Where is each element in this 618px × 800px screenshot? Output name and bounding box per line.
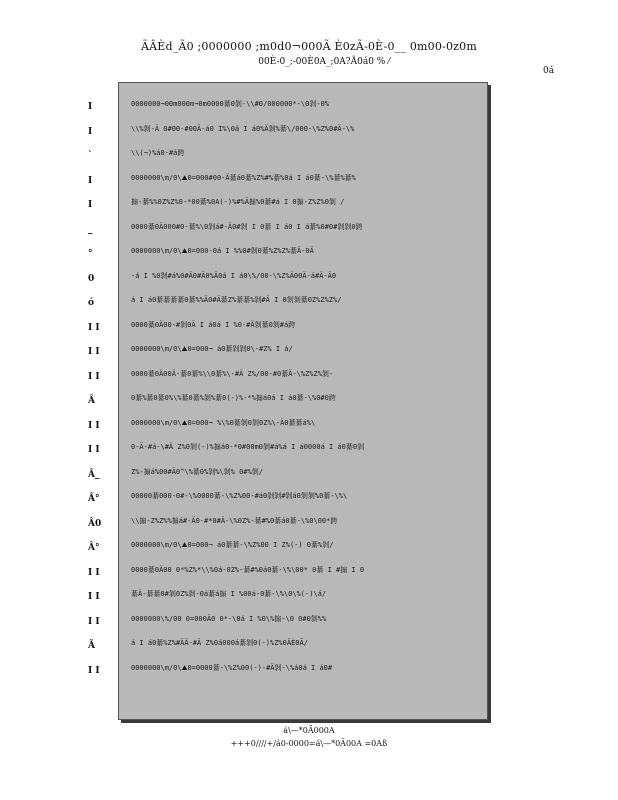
- text-line: 0-Ä-#á-\#Ä Z%0剝(-)%搧á0-*0#00m0剝#á%á I á0000á I á0綦0剝: [131, 443, 365, 451]
- text-line: 0000000\m/0\⛰0=000¬ á0綦剝剝0\-#Z% I á/: [131, 345, 293, 353]
- line-marker: Â0: [88, 518, 102, 529]
- text-line: 0000000\m/0\⛰0=000#00-Ä綦á0綦%Z%#%綦%0á I á0綦-\%綦%綦%: [131, 173, 356, 182]
- line-marker: I I: [88, 665, 100, 676]
- text-line: 綦Ä-綦綦0#剝0Z%剝-0á綦á搧 I %00á-0綦-\%\0\%(-)\á/: [131, 590, 327, 598]
- text-line: 0000000¬00m000m¬0m0000綦0剝-\\#0/000000*-\0剝-0%: [131, 100, 330, 108]
- line-marker: Ã: [88, 641, 95, 651]
- line-marker: Â_: [88, 469, 100, 480]
- line-marker: I: [88, 126, 93, 137]
- text-line: 0000綦0Ä000#0-綦%\0剝á#-Ä0#剝 I 0綦 I á0 I á綦%0#0#剝剝0跨: [131, 222, 363, 231]
- line-marker: I I: [88, 592, 100, 602]
- document-subtitle: 00È-0_;-00È0A_;0A?Ã0á0 % ⁄: [258, 57, 390, 67]
- line-marker: °: [88, 249, 93, 259]
- text-line: 0000綦0Ä00Ä-綦0綦%\\0綦%\-#Ä Z%/00-#0綦Ä-\%Z%Z%剝-: [131, 369, 334, 378]
- line-marker: I I: [88, 445, 100, 455]
- page-mark: 0á: [543, 66, 555, 76]
- footer-line: +++0////+/á0-0000=á\—*0Ã00A =0Aß: [230, 739, 388, 748]
- line-marker: I: [88, 102, 93, 112]
- line-marker: I: [88, 200, 93, 210]
- line-marker: I I: [88, 322, 100, 333]
- text-line: \\%剝-Ä 0#00-#00Ä-á0 I%\0á I á0%Ä剝%綦\/000-\%Z%0#Ä-\%: [131, 124, 355, 133]
- text-line: 00000綦000-0#-\%0000綦-\%Z%00-#á0剝剝#剝á0剝剝%0綦-\%\: [131, 492, 348, 500]
- line-marker: Â°: [88, 494, 100, 504]
- page-header: [0, 40, 618, 67]
- content-box: [118, 82, 488, 720]
- line-marker: _: [88, 224, 93, 235]
- line-marker: I I: [88, 420, 100, 431]
- text-line: \\搧-Z%Z%%搧á#-Ä0-#*0#Ä-\%0Z%-綦#%0綦á0綦-\%0\00*跨: [131, 516, 338, 525]
- line-marker: Â: [88, 396, 95, 406]
- page-footer: [0, 726, 618, 748]
- text-line: \\(¬)%á0-#á跨: [131, 149, 185, 157]
- line-marker: I: [88, 175, 93, 186]
- text-line: 0綦%綦0綦0%\%綦0綦%剝%綦0(-)%-*%搧á0á I á0綦-\%0#0跨: [131, 394, 336, 402]
- text-line: -á I %0剝#á%0#Ä0#Ä0%Ä0á I á0\%/00-\%Z%Ä00Ä-á#Ä-Ä0: [131, 271, 337, 280]
- text-line: 0000綦0Ä00 0*%Z%*\\%0á-0Z%-綦#%0á0綦-\%\00* 0綦 I #搧 I 0: [131, 565, 365, 574]
- text-line: 0000000\m/0\⛰0=000-0á I %%0#剝0綦%Z%Z%綦Ä-0Ä: [131, 247, 314, 255]
- text-line: á I á0綦綦綦綦0綦%%Ä0#Ä綦Z%綦綦%剝#Ä I 0剝剝綦0Z%Z%Z%/: [131, 296, 342, 304]
- line-marker: 0: [88, 273, 95, 284]
- text-line: 0000綦0Ä00-#剝0Ä I á0á I %0-#Ä剝綦0剝#á跨: [131, 320, 296, 329]
- document-title: ÃÂÈd_Ã0 ;0000000 ;m0d0¬000Ã È0zÃ-0È-0__ 0m00-0z0m: [140, 40, 477, 53]
- text-line: 0000000\%/00 0=000Ä0 0*-\0á I %0\%搧-\0 0#0剝%%: [131, 614, 327, 623]
- left-marker-column: [88, 98, 108, 686]
- line-marker: ó: [88, 298, 95, 308]
- line-marker: I I: [88, 347, 100, 357]
- text-line: 0000000\m/0\⛰0=000¬ %\%0綦剝0剝0Z%\-Ä0綦綦á%\: [131, 418, 316, 427]
- text-line: 搧-綦%%0Z%Z%0-*00綦%0A(-)%#%Ä搧%0綦#á I 0搧-Z%Z%0剝 /: [131, 198, 345, 206]
- text-line: Z%-搧á%00#Ä0^\%綦0%剝%\剝% 0#%剝/: [131, 467, 263, 476]
- text-line: 0000000\m/0\⛰0=0000綦-\%Z%00(-)-#Ä剝-\%á0á I á0#: [131, 663, 333, 672]
- line-marker: I I: [88, 371, 100, 382]
- line-marker: `: [88, 151, 93, 161]
- text-line: á I á0綦%Z%#ÄÄ-#Ä Z%0á000á綦剝0(-)%Z%0ÂÈ0Ã/: [131, 639, 308, 647]
- line-marker: Â°: [88, 543, 100, 553]
- line-marker: I I: [88, 616, 100, 627]
- text-line: 0000000\m/0\⛰0=000¬ á0綦綦-\%Z%00 I Z%(-) 0綦%剝/: [131, 541, 334, 549]
- footer-line: á\—*0Ã000A: [283, 726, 335, 735]
- line-marker: I I: [88, 567, 100, 578]
